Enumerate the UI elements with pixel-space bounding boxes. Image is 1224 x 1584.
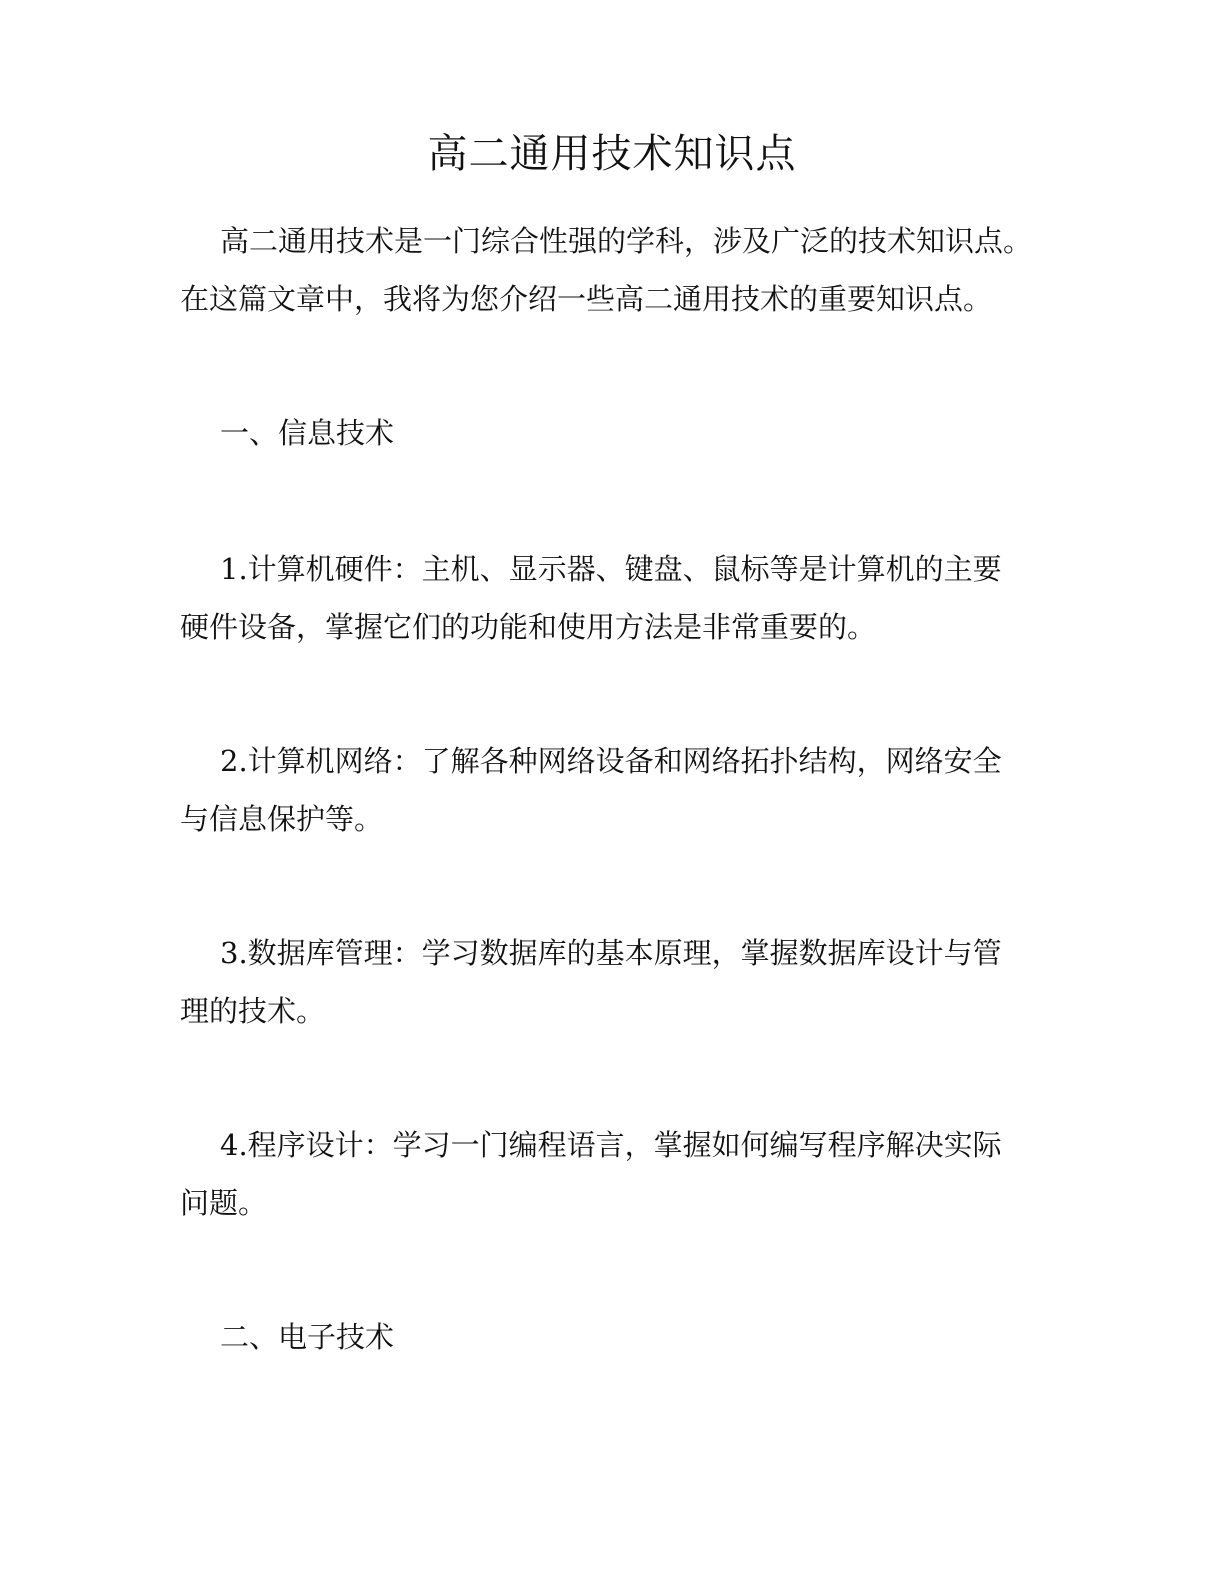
list-item-hardware xyxy=(180,540,1050,656)
list-item-programming-line-2: 问题。 xyxy=(180,1186,268,1220)
list-item-programming-line-1: 4.程序设计：学习一门编程语言，掌握如何编写程序解决实际 xyxy=(220,1128,1002,1162)
list-item-database-line-1: 3.数据库管理：学习数据库的基本原理，掌握数据库设计与管 xyxy=(220,936,1002,970)
intro-paragraph xyxy=(180,212,1050,328)
list-item-hardware-line-2: 硬件设备，掌握它们的功能和使用方法是非常重要的。 xyxy=(180,610,877,644)
intro-line-1: 高二通用技术是一门综合性强的学科，涉及广泛的技术知识点。 xyxy=(220,224,1033,258)
list-item-database xyxy=(180,924,1050,1040)
list-item-programming xyxy=(180,1116,1050,1232)
list-item-network-line-1: 2.计算机网络：了解各种网络设备和网络拓扑结构，网络安全 xyxy=(220,744,1002,778)
list-item-network xyxy=(180,732,1050,848)
section-heading-electronic-technology: 二、电子技术 xyxy=(220,1320,395,1354)
list-item-hardware-line-1: 1.计算机硬件：主机、显示器、键盘、鼠标等是计算机的主要 xyxy=(220,552,1002,586)
intro-line-2: 在这篇文章中，我将为您介绍一些高二通用技术的重要知识点。 xyxy=(180,282,993,316)
list-item-database-line-2: 理的技术。 xyxy=(180,994,326,1028)
document-title: 高二通用技术知识点 xyxy=(427,131,797,177)
list-item-network-line-2: 与信息保护等。 xyxy=(180,802,384,836)
section-heading-information-technology: 一、信息技术 xyxy=(220,416,395,450)
